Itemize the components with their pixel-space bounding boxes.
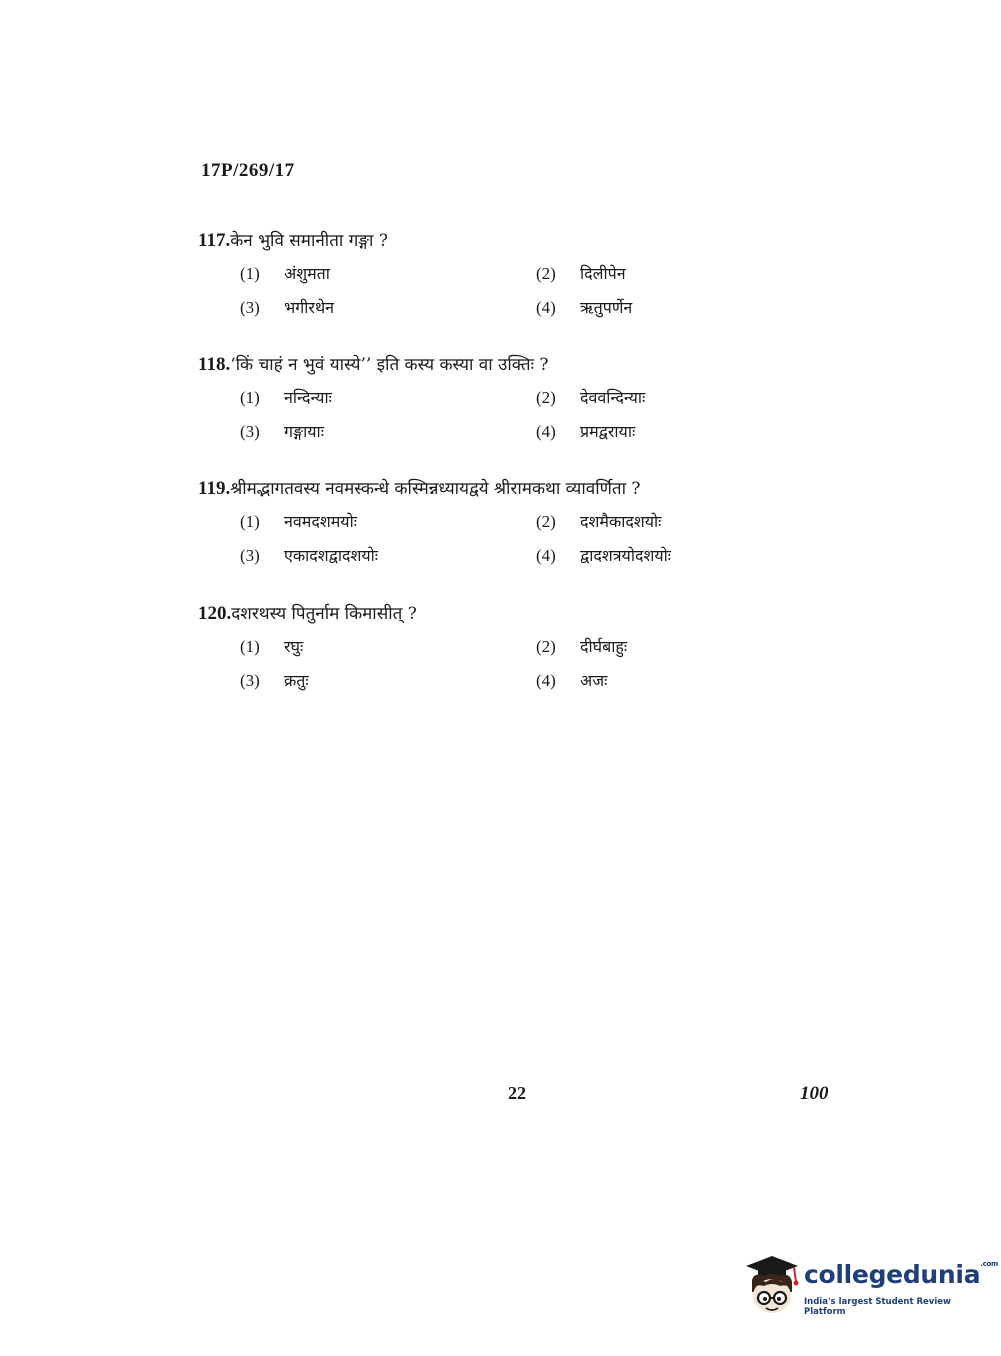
option-2: (2) दशमैकादशयोः — [536, 512, 662, 531]
question-number: 117. — [198, 230, 231, 251]
question-text: केन भुवि समानीता गङ्गा ? — [230, 231, 388, 251]
question-117 — [198, 228, 758, 332]
question-text: श्रीमद्भागतवस्य नवमस्कन्धे कस्मिन्नध्यायद्वये श्रीरामकथा व्यावर्णिता ? — [230, 479, 641, 499]
option-2: (2) देववन्दिन्याः — [536, 388, 646, 407]
option-1: (1) नवमदशमयोः — [240, 512, 357, 531]
page-total: 100 — [800, 1083, 829, 1104]
option-3: (3) क्रतुः — [240, 671, 309, 690]
option-3: (3) गङ्गायाः — [240, 422, 324, 441]
question-text: दशरथस्य पितुर्नाम किमासीत् ? — [231, 604, 417, 624]
option-1: (1) अंशुमता — [240, 264, 330, 283]
question-120 — [198, 601, 758, 705]
paper-code: 17P/269/17 — [201, 160, 295, 181]
collegedunia-logo — [742, 1252, 998, 1322]
option-1: (1) रघुः — [240, 637, 304, 656]
question-number: 118. — [198, 354, 231, 375]
option-3: (3) एकादशद्वादशयोः — [240, 546, 379, 565]
option-4: (4) ऋतुपर्णेन — [536, 298, 633, 317]
question-118 — [198, 352, 758, 456]
logo-tagline: India's largest Student Review Platform — [804, 1297, 951, 1317]
option-2: (2) दीर्घबाहुः — [536, 637, 628, 656]
option-3: (3) भगीरथेन — [240, 298, 335, 317]
option-1: (1) नन्दिन्याः — [240, 388, 332, 407]
option-4: (4) द्वादशत्रयोदशयोः — [536, 546, 672, 565]
page-number: 22 — [508, 1083, 526, 1103]
question-119 — [198, 476, 758, 580]
mascot-icon — [742, 1252, 802, 1322]
option-2: (2) दिलीपेन — [536, 264, 626, 283]
question-number: 120. — [198, 603, 232, 624]
option-4: (4) प्रमद्वरायाः — [536, 422, 636, 441]
logo-wordmark: collegedunia$^{.com}$ — [804, 1260, 998, 1289]
question-text: ‘किं चाहं न भुवं यास्ये’’ इति कस्य कस्या वा उक्तिः ? — [230, 355, 549, 375]
question-number: 119. — [198, 478, 231, 499]
option-4: (4) अजः — [536, 671, 608, 690]
